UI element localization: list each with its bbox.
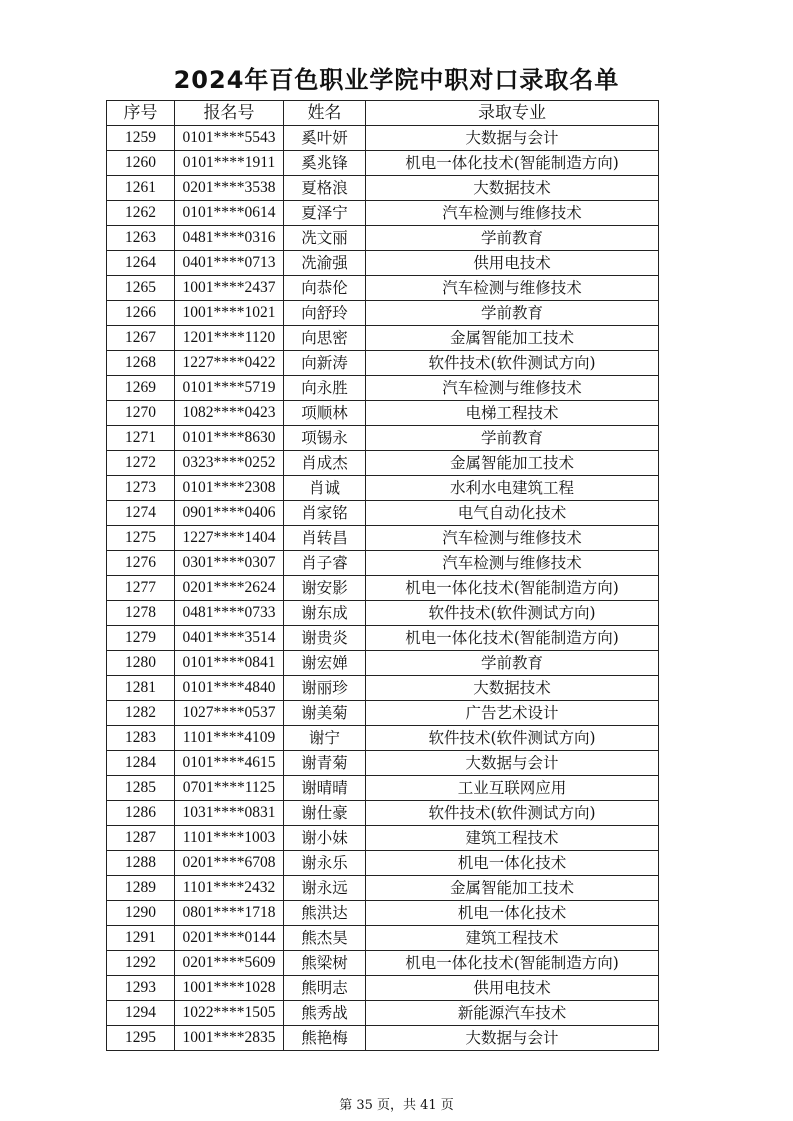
- serial-cell: 1278: [107, 601, 175, 626]
- registration-no-cell: 1022****1505: [175, 1001, 284, 1026]
- table-row: [107, 276, 659, 301]
- registration-no-cell: 0201****3538: [175, 176, 284, 201]
- table-header-row: [107, 101, 659, 126]
- serial-cell: 1263: [107, 226, 175, 251]
- table-row: [107, 501, 659, 526]
- registration-no-cell: 0101****0614: [175, 201, 284, 226]
- name-cell: 谢宏婵: [284, 651, 366, 676]
- registration-no-cell: 1101****2432: [175, 876, 284, 901]
- major-cell: 软件技术(软件测试方向): [366, 601, 659, 626]
- table-row: [107, 401, 659, 426]
- registration-no-cell: 0101****1911: [175, 151, 284, 176]
- serial-cell: 1262: [107, 201, 175, 226]
- serial-cell: 1259: [107, 126, 175, 151]
- registration-no-cell: 0101****8630: [175, 426, 284, 451]
- major-cell: 机电一体化技术: [366, 901, 659, 926]
- serial-cell: 1293: [107, 976, 175, 1001]
- major-cell: 建筑工程技术: [366, 826, 659, 851]
- table-row: [107, 776, 659, 801]
- major-cell: 大数据与会计: [366, 1026, 659, 1051]
- registration-no-cell: 0901****0406: [175, 501, 284, 526]
- serial-cell: 1272: [107, 451, 175, 476]
- major-cell: 学前教育: [366, 226, 659, 251]
- serial-cell: 1280: [107, 651, 175, 676]
- name-cell: 谢美菊: [284, 701, 366, 726]
- serial-cell: 1286: [107, 801, 175, 826]
- major-cell: 汽车检测与维修技术: [366, 276, 659, 301]
- table-row: [107, 376, 659, 401]
- registration-no-cell: 1227****0422: [175, 351, 284, 376]
- major-cell: 学前教育: [366, 426, 659, 451]
- registration-no-cell: 1001****2835: [175, 1026, 284, 1051]
- registration-no-cell: 0201****0144: [175, 926, 284, 951]
- registration-no-cell: 0101****4840: [175, 676, 284, 701]
- table-row: [107, 301, 659, 326]
- name-cell: 向新涛: [284, 351, 366, 376]
- registration-no-cell: 0101****4615: [175, 751, 284, 776]
- major-cell: 机电一体化技术(智能制造方向): [366, 951, 659, 976]
- registration-no-cell: 0481****0733: [175, 601, 284, 626]
- name-cell: 向永胜: [284, 376, 366, 401]
- major-cell: 供用电技术: [366, 976, 659, 1001]
- serial-cell: 1276: [107, 551, 175, 576]
- name-cell: 谢丽珍: [284, 676, 366, 701]
- name-cell: 奚叶妍: [284, 126, 366, 151]
- registration-no-cell: 0201****5609: [175, 951, 284, 976]
- registration-no-cell: 1101****4109: [175, 726, 284, 751]
- serial-cell: 1283: [107, 726, 175, 751]
- major-cell: 机电一体化技术: [366, 851, 659, 876]
- table-row: [107, 676, 659, 701]
- page-footer: 第 35 页，共 41 页: [339, 1098, 454, 1113]
- registration-no-cell: 1001****1028: [175, 976, 284, 1001]
- serial-cell: 1285: [107, 776, 175, 801]
- serial-cell: 1268: [107, 351, 175, 376]
- name-cell: 肖成杰: [284, 451, 366, 476]
- registration-no-cell: 0201****2624: [175, 576, 284, 601]
- name-cell: 夏格浪: [284, 176, 366, 201]
- table-row: [107, 901, 659, 926]
- registration-no-cell: 0701****1125: [175, 776, 284, 801]
- registration-no-cell: 1227****1404: [175, 526, 284, 551]
- serial-cell: 1284: [107, 751, 175, 776]
- serial-cell: 1266: [107, 301, 175, 326]
- name-cell: 冼渝强: [284, 251, 366, 276]
- name-cell: 谢永远: [284, 876, 366, 901]
- serial-cell: 1291: [107, 926, 175, 951]
- name-cell: 谢永乐: [284, 851, 366, 876]
- name-cell: 夏泽宁: [284, 201, 366, 226]
- serial-cell: 1287: [107, 826, 175, 851]
- name-cell: 谢青菊: [284, 751, 366, 776]
- table-row: [107, 351, 659, 376]
- registration-no-cell: 0101****2308: [175, 476, 284, 501]
- serial-cell: 1271: [107, 426, 175, 451]
- serial-cell: 1294: [107, 1001, 175, 1026]
- table-row: [107, 726, 659, 751]
- name-cell: 向舒玲: [284, 301, 366, 326]
- serial-cell: 1261: [107, 176, 175, 201]
- serial-cell: 1274: [107, 501, 175, 526]
- name-cell: 熊梁树: [284, 951, 366, 976]
- serial-cell: 1275: [107, 526, 175, 551]
- name-cell: 项顺林: [284, 401, 366, 426]
- major-cell: 广告艺术设计: [366, 701, 659, 726]
- major-cell: 金属智能加工技术: [366, 326, 659, 351]
- table-row: [107, 326, 659, 351]
- name-cell: 谢贵炎: [284, 626, 366, 651]
- table-row: [107, 526, 659, 551]
- name-cell: 肖诚: [284, 476, 366, 501]
- serial-cell: 1264: [107, 251, 175, 276]
- header-name: 姓名: [284, 101, 366, 126]
- major-cell: 机电一体化技术(智能制造方向): [366, 576, 659, 601]
- major-cell: 机电一体化技术(智能制造方向): [366, 626, 659, 651]
- table-row: [107, 576, 659, 601]
- major-cell: 建筑工程技术: [366, 926, 659, 951]
- name-cell: 向恭伦: [284, 276, 366, 301]
- table-row: [107, 426, 659, 451]
- table-row: [107, 826, 659, 851]
- table-row: [107, 126, 659, 151]
- serial-cell: 1260: [107, 151, 175, 176]
- table-row: [107, 626, 659, 651]
- table-row: [107, 951, 659, 976]
- major-cell: 水利水电建筑工程: [366, 476, 659, 501]
- table-row: [107, 176, 659, 201]
- registration-no-cell: 0101****0841: [175, 651, 284, 676]
- table-row: [107, 226, 659, 251]
- major-cell: 大数据技术: [366, 676, 659, 701]
- admission-table: [106, 100, 659, 1051]
- registration-no-cell: 1001****2437: [175, 276, 284, 301]
- header-serial: 序号: [107, 101, 175, 126]
- registration-no-cell: 1031****0831: [175, 801, 284, 826]
- table-row: [107, 801, 659, 826]
- serial-cell: 1279: [107, 626, 175, 651]
- serial-cell: 1269: [107, 376, 175, 401]
- name-cell: 谢晴晴: [284, 776, 366, 801]
- table-row: [107, 876, 659, 901]
- table-body: [107, 126, 659, 1051]
- major-cell: 软件技术(软件测试方向): [366, 801, 659, 826]
- serial-cell: 1289: [107, 876, 175, 901]
- registration-no-cell: 0481****0316: [175, 226, 284, 251]
- major-cell: 金属智能加工技术: [366, 451, 659, 476]
- table-row: [107, 551, 659, 576]
- major-cell: 电气自动化技术: [366, 501, 659, 526]
- major-cell: 汽车检测与维修技术: [366, 376, 659, 401]
- major-cell: 工业互联网应用: [366, 776, 659, 801]
- name-cell: 谢东成: [284, 601, 366, 626]
- serial-cell: 1295: [107, 1026, 175, 1051]
- major-cell: 学前教育: [366, 651, 659, 676]
- table-row: [107, 476, 659, 501]
- registration-no-cell: 1027****0537: [175, 701, 284, 726]
- registration-no-cell: 0201****6708: [175, 851, 284, 876]
- registration-no-cell: 0801****1718: [175, 901, 284, 926]
- registration-no-cell: 0301****0307: [175, 551, 284, 576]
- serial-cell: 1277: [107, 576, 175, 601]
- registration-no-cell: 1101****1003: [175, 826, 284, 851]
- name-cell: 向思密: [284, 326, 366, 351]
- table-row: [107, 651, 659, 676]
- name-cell: 项锡永: [284, 426, 366, 451]
- major-cell: 新能源汽车技术: [366, 1001, 659, 1026]
- name-cell: 熊杰昊: [284, 926, 366, 951]
- serial-cell: 1292: [107, 951, 175, 976]
- serial-cell: 1290: [107, 901, 175, 926]
- table-row: [107, 976, 659, 1001]
- name-cell: 熊秀战: [284, 1001, 366, 1026]
- major-cell: 汽车检测与维修技术: [366, 551, 659, 576]
- serial-cell: 1273: [107, 476, 175, 501]
- major-cell: 软件技术(软件测试方向): [366, 351, 659, 376]
- registration-no-cell: 0101****5543: [175, 126, 284, 151]
- major-cell: 汽车检测与维修技术: [366, 201, 659, 226]
- serial-cell: 1282: [107, 701, 175, 726]
- major-cell: 学前教育: [366, 301, 659, 326]
- table-row: [107, 926, 659, 951]
- name-cell: 奚兆锋: [284, 151, 366, 176]
- name-cell: 谢安影: [284, 576, 366, 601]
- serial-cell: 1265: [107, 276, 175, 301]
- table-row: [107, 451, 659, 476]
- serial-cell: 1267: [107, 326, 175, 351]
- serial-cell: 1270: [107, 401, 175, 426]
- registration-no-cell: 0401****3514: [175, 626, 284, 651]
- serial-cell: 1281: [107, 676, 175, 701]
- major-cell: 机电一体化技术(智能制造方向): [366, 151, 659, 176]
- major-cell: 大数据技术: [366, 176, 659, 201]
- major-cell: 供用电技术: [366, 251, 659, 276]
- table-row: [107, 751, 659, 776]
- name-cell: 谢小妹: [284, 826, 366, 851]
- registration-no-cell: 1001****1021: [175, 301, 284, 326]
- registration-no-cell: 0401****0713: [175, 251, 284, 276]
- table-row: [107, 1026, 659, 1051]
- major-cell: 金属智能加工技术: [366, 876, 659, 901]
- name-cell: 谢宁: [284, 726, 366, 751]
- table-row: [107, 201, 659, 226]
- major-cell: 软件技术(软件测试方向): [366, 726, 659, 751]
- registration-no-cell: 1082****0423: [175, 401, 284, 426]
- registration-no-cell: 1201****1120: [175, 326, 284, 351]
- name-cell: 熊洪达: [284, 901, 366, 926]
- major-cell: 大数据与会计: [366, 126, 659, 151]
- table-row: [107, 601, 659, 626]
- major-cell: 大数据与会计: [366, 751, 659, 776]
- table-row: [107, 1001, 659, 1026]
- name-cell: 熊艳梅: [284, 1026, 366, 1051]
- registration-no-cell: 0323****0252: [175, 451, 284, 476]
- registration-no-cell: 0101****5719: [175, 376, 284, 401]
- table-row: [107, 151, 659, 176]
- header-registration-no: 报名号: [175, 101, 284, 126]
- table-row: [107, 251, 659, 276]
- page-title: 2024年百色职业学院中职对口录取名单: [173, 66, 620, 94]
- serial-cell: 1288: [107, 851, 175, 876]
- name-cell: 肖家铭: [284, 501, 366, 526]
- table-row: [107, 701, 659, 726]
- name-cell: 肖转昌: [284, 526, 366, 551]
- header-major: 录取专业: [366, 101, 659, 126]
- major-cell: 汽车检测与维修技术: [366, 526, 659, 551]
- name-cell: 肖子睿: [284, 551, 366, 576]
- table-row: [107, 851, 659, 876]
- name-cell: 冼文丽: [284, 226, 366, 251]
- major-cell: 电梯工程技术: [366, 401, 659, 426]
- name-cell: 熊明志: [284, 976, 366, 1001]
- name-cell: 谢仕豪: [284, 801, 366, 826]
